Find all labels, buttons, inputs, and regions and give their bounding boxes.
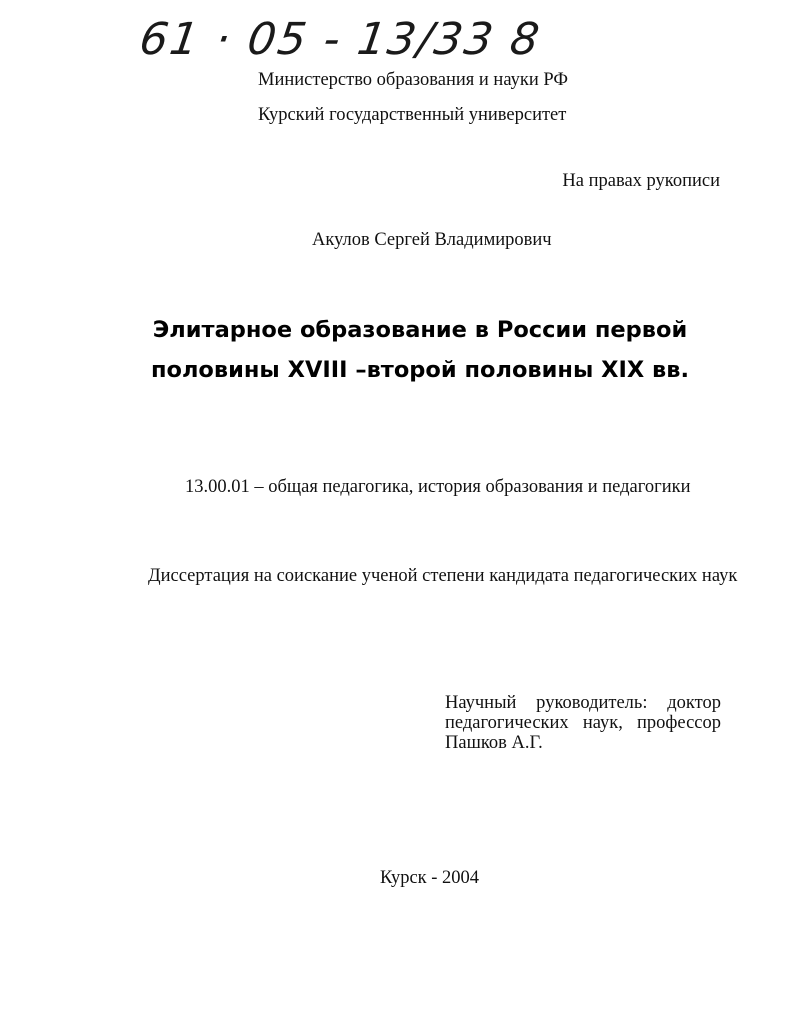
ministry-name: Министерство образования и науки РФ	[258, 70, 568, 90]
manuscript-note: На правах рукописи	[562, 171, 720, 191]
author-name: Акулов Сергей Владимирович	[312, 230, 552, 250]
supervisor-line-2: педагогических наук, профессор	[445, 713, 721, 733]
dissertation-title-line-2: половины XVIII –второй половины XIX вв.	[150, 357, 690, 383]
supervisor-block	[445, 693, 721, 753]
specialty-code: 13.00.01 – общая педагогика, история образования и педагогики	[185, 477, 691, 497]
supervisor-name: Пашков А.Г.	[445, 733, 543, 753]
dissertation-type: Диссертация на соискание ученой степени кандидата педагогических наук	[148, 566, 738, 586]
handwritten-archive-number: 61 · 05 - 13/33 8	[136, 14, 545, 65]
dissertation-title-line-1: Элитарное образование в России первой	[152, 317, 688, 343]
university-name: Курский государственный университет	[258, 105, 567, 125]
place-and-year: Курск - 2004	[380, 868, 480, 888]
supervisor-line-1: Научный руководитель: доктор	[445, 693, 721, 713]
